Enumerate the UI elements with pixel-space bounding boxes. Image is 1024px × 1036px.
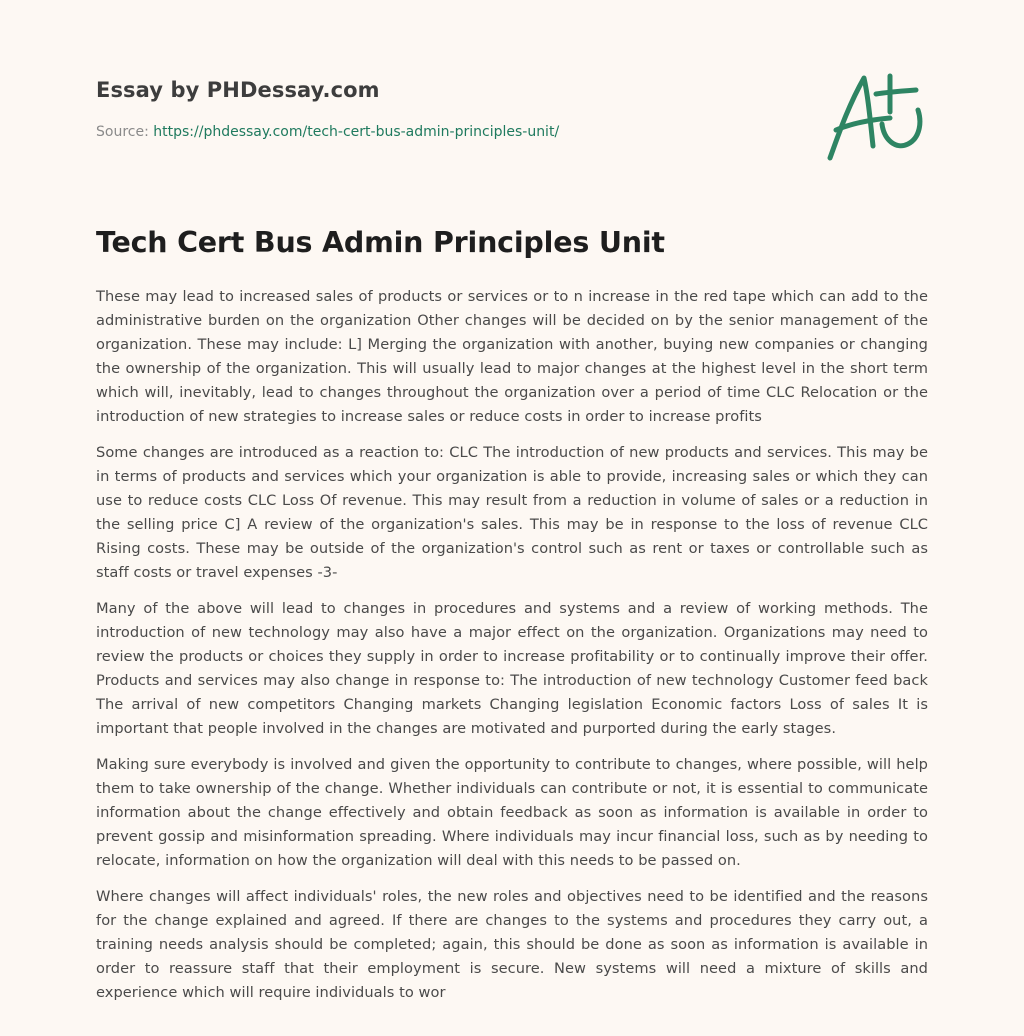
paragraph: Many of the above will lead to changes in procedures and systems and a review of working methods. The introduction of new technology may also have a major effect on the organization. Organizations may need to review the products or choices they supply in order to increase profitability or to continually improve their offer. Products and services may also change in response to: The introduction of new technology Customer feed back The arrival of new competitors Changing markets Changing legislation Economic factors Loss of sales It is important that people involved in the changes are motivated and purported during the early stages. — [96, 600, 928, 737]
paragraph: Where changes will affect individuals' roles, the new roles and objectives need to be identified and the reasons for the change explained and agreed. If there are changes to the systems and procedures they carry out, a training needs analysis should be completed; again, this should be done as soon as information is available in order to reassure staff that their employment is secure. New systems will need a mixture of skills and experience which will require individuals to wor — [96, 888, 928, 1001]
paragraph: Some changes are introduced as a reaction to: CLC The introduction of new products and services. This may be in terms of products and services which your organization is able to provide, increasing sales or which they can use to reduce costs CLC Loss Of revenue. This may result from a reduction in volume of sales or a reduction in the selling price C] A review of the organization's sales. This may be in response to the loss of revenue CLC Rising costs. These may be outside of the organization's control such as rent or taxes or controllable such as staff costs or travel expenses -3- — [96, 444, 928, 581]
brand-title: Essay by PHDessay.com — [96, 78, 380, 102]
paragraph: Making sure everybody is involved and given the opportunity to contribute to changes, where possible, will help them to take ownership of the change. Whether individuals can contribute or not, it is essential to communicate information about the change effectively and obtain feedback as soon as information is available in order to prevent gossip and misinformation spreading. Where individuals may incur financial loss, such as by needing to relocate, information on how the organization will deal with this needs to be passed on. — [96, 756, 928, 869]
a-plus-grade-icon — [824, 66, 928, 166]
source-line — [96, 124, 559, 140]
source-label: Source: — [96, 124, 154, 140]
source-link[interactable]: https://phdessay.com/tech-cert-bus-admin-principles-unit/ — [153, 124, 560, 140]
article-body — [96, 285, 928, 1017]
paragraph: These may lead to increased sales of products or services or to n increase in the red tape which can add to the administrative burden on the organization Other changes will be decided on by the senior management of the organization. These may include: L] Merging the organization with another, buying new companies or changing the ownership of the organization. This will usually lead to major changes at the highest level in the short term which will, inevitably, lead to changes throughout the organization over a period of time CLC Relocation or the introduction of new strategies to increase sales or reduce costs in order to increase profits — [96, 288, 928, 425]
page-title: Tech Cert Bus Admin Principles Unit — [96, 226, 665, 259]
